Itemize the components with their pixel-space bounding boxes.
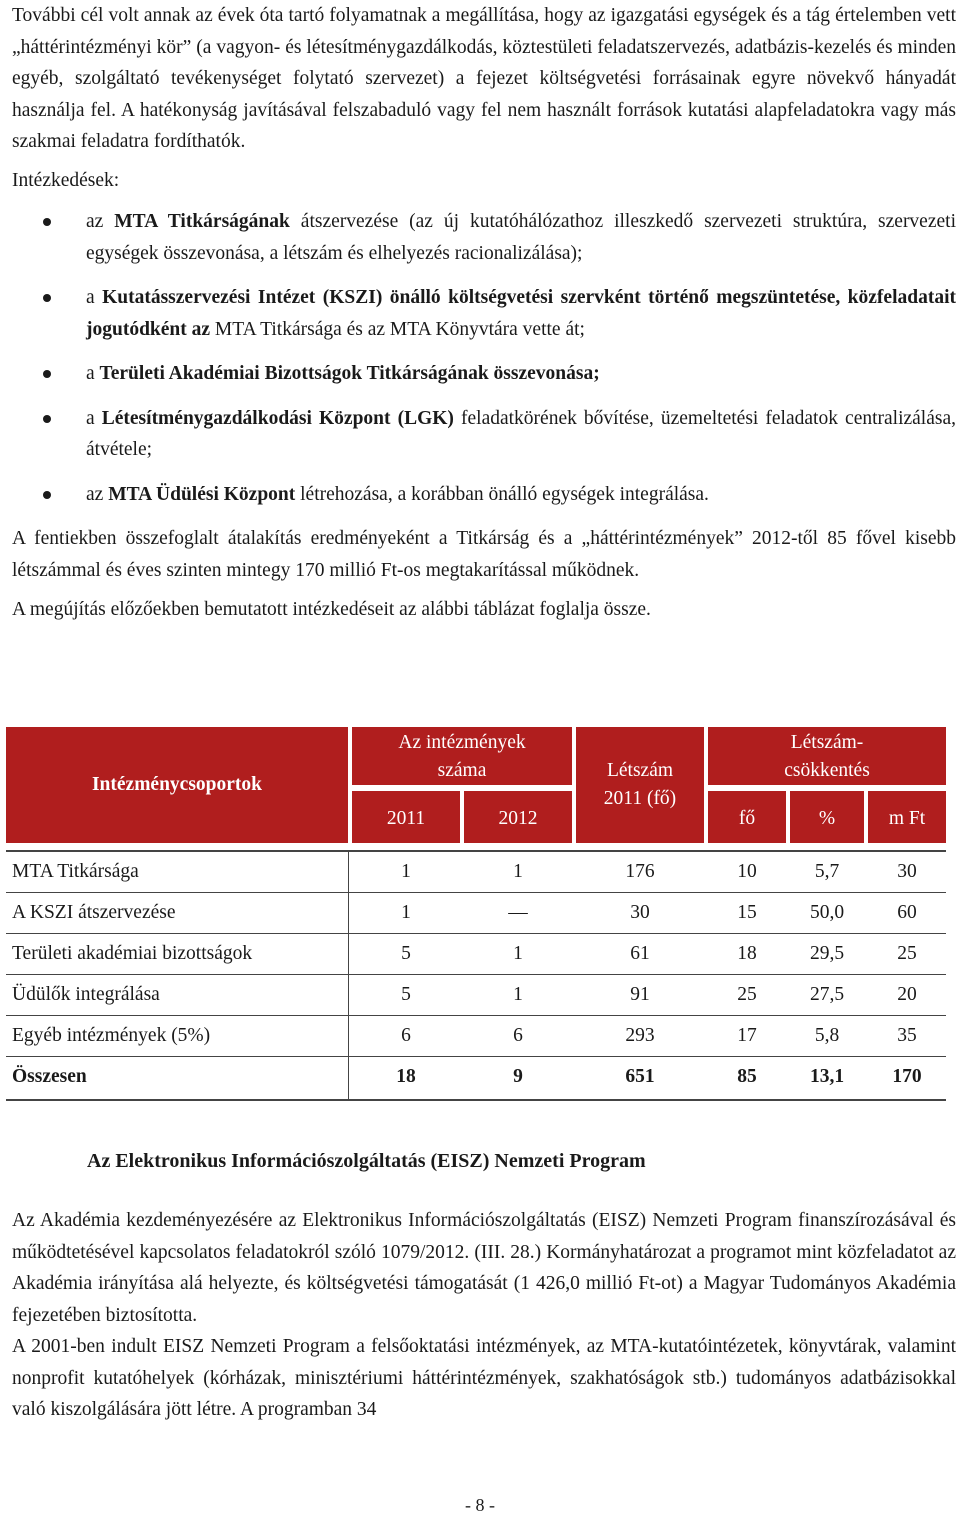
table-cell-pct: 27,5 bbox=[809, 984, 845, 1005]
table-cell-y2011: 5 bbox=[401, 943, 411, 964]
bullet-icon bbox=[43, 294, 51, 302]
measures-label: Intézkedések: bbox=[12, 169, 120, 191]
table-cell-y2012: 1 bbox=[513, 984, 523, 1005]
table-row bbox=[6, 934, 946, 975]
table-cell-mft: 25 bbox=[897, 943, 917, 964]
table-intro-paragraph: A megújítás előzőekben bemutatott intézkedéseit az alábbi táblázat foglalja össze. bbox=[12, 599, 651, 620]
table-row bbox=[6, 1016, 946, 1057]
table-cell-pct: 5,8 bbox=[814, 1025, 840, 1046]
table-row bbox=[6, 893, 946, 934]
table-cell-fo: 15 bbox=[737, 902, 757, 923]
table-cell-fo: 25 bbox=[737, 984, 757, 1005]
table-cell-name: Területi akadémiai bizottságok bbox=[12, 943, 253, 964]
list-item: a Kutatásszervezési Intézet (KSZI) önálló költségvetési szervként történő megszüntetése, közfeladatait jogutódként az MTA Titkársága és az MTA Könyvtára vette át; bbox=[12, 282, 956, 345]
table-cell-staff: 293 bbox=[625, 1025, 655, 1046]
section-paragraph-1: Az Akadémia kezdeményezésére az Elektronikus Információszolgáltatás (EISZ) Nemzeti Program finanszírozásával és működtetésével kapcsolatos feladatokról szóló 1079/2012. (III. 28.) Kormányhatározat a programot mint közfeladatot az Akadémia irányítása alá helyezte, és költségvetési támogatását (1 426,0 millió Ft-ot) a Magyar Tudományos Akadémia fejezetében biztosította. bbox=[12, 1210, 956, 1326]
table-row bbox=[6, 850, 946, 893]
table-cell-fo: 17 bbox=[737, 1025, 757, 1046]
list-item: az MTA Titkárságának átszervezése (az új kutatóhálózathoz illeszkedő szervezeti struktúra, szervezeti egységek összevonása, a létszám és elhelyezés racionalizálása); bbox=[12, 206, 956, 269]
header-cell-fo: fő bbox=[708, 791, 786, 843]
section-paragraph-2: A 2001-ben indult EISZ Nemzeti Program a felsőoktatási intézmények, az MTA-kutatóintézetek, könyvtárak, valamint nonprofit kutatóhelyek (kórházak, minisztériumi háttérintézmények, szakhatóságok stb.) tudományos adatbázisokkal való kiszolgálására jött létre. A programban 34 bbox=[12, 1336, 956, 1420]
table-cell-mft: 20 bbox=[897, 984, 917, 1005]
table-cell-y2011: 18 bbox=[396, 1066, 416, 1087]
table-cell-mft: 35 bbox=[897, 1025, 917, 1046]
table-cell-name: MTA Titkársága bbox=[12, 861, 139, 882]
section-title: Az Elektronikus Információszolgáltatás (EISZ) Nemzeti Program bbox=[87, 1150, 646, 1172]
section-body bbox=[12, 1205, 956, 1426]
measures-list bbox=[12, 206, 956, 510]
bullet-icon bbox=[43, 415, 51, 423]
header-cell-2012: 2012 bbox=[464, 791, 572, 843]
table-cell-y2012: 1 bbox=[513, 943, 523, 964]
table-header bbox=[6, 727, 946, 843]
table-row bbox=[6, 975, 946, 1016]
table-cell-y2011: 6 bbox=[401, 1025, 411, 1046]
header-cell-mft: m Ft bbox=[868, 791, 946, 843]
bullet-icon bbox=[43, 370, 51, 378]
summary-paragraph: A fentiekben összefoglalt átalakítás eredményeként a Titkárság és a „háttérintézmények” 2012-től 85 fővel kisebb létszámmal és éves szinten mintegy 170 millió Ft-os megtakarítással működnek. bbox=[12, 528, 956, 581]
page-number: - 8 - bbox=[465, 1495, 495, 1515]
table-cell-y2012: 9 bbox=[513, 1066, 523, 1087]
table-cell-staff: 61 bbox=[630, 943, 650, 964]
header-cell-reduction: Létszám-csökkentés bbox=[708, 727, 946, 785]
header-cell-2011: 2011 bbox=[352, 791, 460, 843]
table-cell-pct: 5,7 bbox=[814, 861, 840, 882]
header-cell-count: Az intézmények száma bbox=[352, 727, 572, 785]
table-cell-fo: 10 bbox=[737, 861, 757, 882]
table-cell-name: Egyéb intézmények (5%) bbox=[12, 1025, 211, 1046]
table-cell-y2011: 1 bbox=[401, 861, 411, 882]
table-cell-staff: 651 bbox=[625, 1066, 655, 1087]
table-cell-mft: 30 bbox=[897, 861, 917, 882]
table-cell-y2012: 1 bbox=[513, 861, 523, 882]
table-cell-y2012: — bbox=[508, 902, 528, 923]
intro-paragraph: További cél volt annak az évek óta tartó folyamatnak a megállítása, hogy az igazgatási egységek és a tág értelemben vett „háttérintézményi kör” (a vagyon- és létesítménygazdálkodás, köztestületi feladatszervezés, adatbázis-kezelés és minden egyéb, szolgáltató tevékenységet folytató szervezet) a fejezet költségvetési forrásainak egyre növekvő hányadát használja fel. A hatékonyság javításával felszabaduló vagy fel nem használt források kutatási alapfeladatokra vagy más szakmai feladatra fordíthatók. bbox=[12, 5, 956, 152]
list-item: a Létesítménygazdálkodási Központ (LGK) feladatkörének bővítése, üzemeltetési feladatok centralizálása, átvétele; bbox=[12, 403, 956, 466]
list-item: az MTA Üdülési Központ létrehozása, a korábban önálló egységek integrálása. bbox=[12, 479, 956, 511]
table-cell-y2011: 1 bbox=[401, 902, 411, 923]
bullet-icon bbox=[43, 218, 51, 226]
table-cell-y2011: 5 bbox=[401, 984, 411, 1005]
header-cell-staff: Létszám 2011 (fő) bbox=[576, 727, 704, 843]
table-total-row bbox=[6, 1057, 946, 1101]
table-cell-staff: 30 bbox=[630, 902, 650, 923]
bullet-icon bbox=[43, 491, 51, 499]
table-cell-y2012: 6 bbox=[513, 1025, 523, 1046]
table-cell-pct: 13,1 bbox=[809, 1066, 845, 1087]
table-cell-pct: 29,5 bbox=[809, 943, 845, 964]
table-cell-name: Üdülők integrálása bbox=[12, 984, 160, 1005]
document-page bbox=[12, 0, 956, 626]
table-cell-staff: 176 bbox=[625, 861, 655, 882]
header-cell-pct: % bbox=[790, 791, 864, 843]
table-cell-fo: 18 bbox=[737, 943, 757, 964]
table-cell-name: A KSZI átszervezése bbox=[12, 902, 176, 923]
table-body bbox=[6, 850, 946, 1101]
header-cell-group: Intézménycsoportok bbox=[6, 727, 348, 843]
table-cell-fo: 85 bbox=[737, 1066, 757, 1087]
table-cell-pct: 50,0 bbox=[809, 902, 845, 923]
list-item: a Területi Akadémiai Bizottságok Titkárságának összevonása; bbox=[12, 358, 956, 390]
table-cell-staff: 91 bbox=[630, 984, 650, 1005]
table-cell-mft: 170 bbox=[892, 1066, 922, 1087]
table-cell-mft: 60 bbox=[897, 902, 917, 923]
table-cell-name: Összesen bbox=[12, 1066, 87, 1087]
